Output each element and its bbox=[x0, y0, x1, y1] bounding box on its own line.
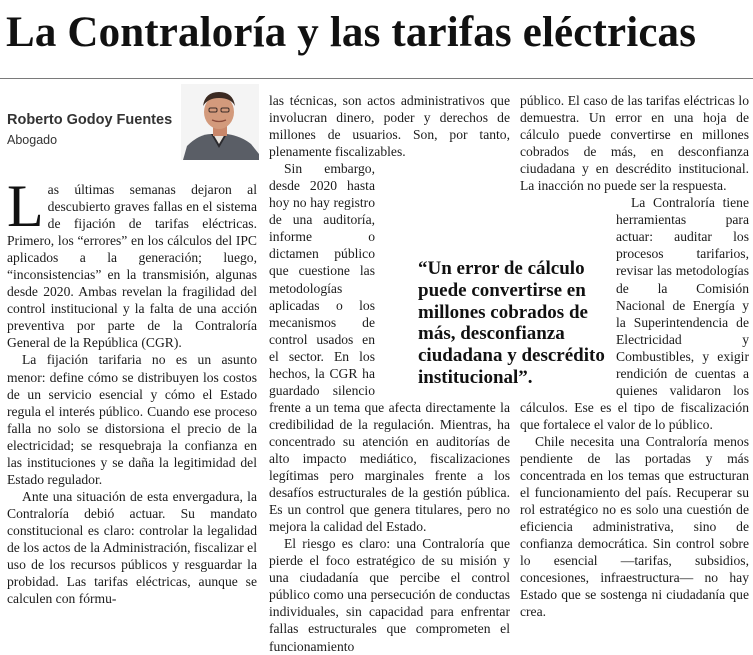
title-divider bbox=[0, 78, 753, 79]
paragraph-text: as últimas semanas dejaron al descubierto graves fallas en el sistema de fijación de tarifas eléctricas. Primero, los “errores” en los cálculos del IPC aplicados a la generación; luego, “inconsistencias” en la transmisión, algunas desde 2020. Ambas revelan la fragilidad del control institucional y la falta de una acción preventiva por parte de la Contraloría General de la República (CGR). bbox=[7, 182, 257, 351]
paragraph: público. El caso de las tarifas eléctricas lo demuestra. Un error en una hoja de cálculo puede convertirse en millones cobrados de más, en desconfianza ciudadana y en descrédito institucional. La inacción no puede ser la respuesta. bbox=[520, 93, 749, 194]
paragraph bbox=[7, 173, 257, 351]
paragraph: las técnicas, son actos administrativos que involucran dinero, poder y derechos de millones de usuarios. Son, por tanto, plenamente fiscalizables. bbox=[269, 93, 510, 160]
author-portrait-icon bbox=[181, 84, 259, 160]
paragraph: Ante una situación de esta envergadura, la Contraloría debió actuar. Su mandato constitucional es claro: controlar la legalidad de los actos de la Administración, fiscalizar el uso de los recursos públicos y resguardar la probidad. Las tarifas eléctricas, aunque se calculen con fórmu- bbox=[7, 488, 257, 607]
author-photo bbox=[181, 84, 259, 160]
paragraph-text: Sin embargo, desde 2020 hasta hoy no hay registro de una auditoría, informe o dictamen público que cuestione las metodologías aplicadas o los mecanismos de control usados en el sector. En los hechos, la CGR ha guardado silencio frente a un tema que afecta directamente la credibilidad de la regulación. Mientras, ha concentrado su atención en auditorías de alto impacto mediático, fiscalizaciones legítimas pero marginales frente a los desafíos estructurales de la gestión pública. Es un control que genera titulares, pero no mejora la calidad del Estado. bbox=[269, 161, 510, 535]
drop-cap: L bbox=[7, 173, 44, 239]
paragraph: Chile necesita una Contraloría menos pendiente de las portadas y más concentrada en los temas que estructuran el funcionamiento del país. Recuperar su rol estratégico no es solo una cuestión de eficiencia administrativa, sino de confianza democrática. Sin control sobre lo esencial —tarifas, subsidios, concesiones, infraestructura— no hay Estado que se sostenga ni ciudadanía que crea. bbox=[520, 433, 749, 620]
column-1 bbox=[7, 173, 257, 607]
author-role: Abogado bbox=[7, 133, 58, 147]
paragraph: El riesgo es claro: una Contraloría que pierde el foco estratégico de su misión y una ciudadanía que percibe el control público como una persecución de conductas individuales, sin capacidad para enfrentar fallas estructurales que comprometen el funcionamiento bbox=[269, 536, 510, 654]
author-name: Roberto Godoy Fuentes bbox=[7, 112, 173, 128]
paragraph-text: La Contraloría tiene herramientas para actuar: auditar los procesos tarifarios, revisar las metodologías de la Comisión Nacional de Energía y la Superintendencia de Electricidad y Combustibles, y exigir rendición de cuentas a quienes validaron los cálculos. Ese es el tipo de fiscalización que fortalece el valor de lo público. bbox=[520, 195, 749, 432]
paragraph: La fijación tarifaria no es un asunto menor: define cómo se distribuyen los costos de un servicio esencial y cómo el Estado regula el interés público. Cuando ese proceso falla no solo se distorsiona el precio de la electricidad; se resquebraja la confianza en las instituciones y se daña la legitimidad del Estado regulador. bbox=[7, 352, 257, 487]
article-title: La Contraloría y las tarifas eléctricas bbox=[6, 9, 697, 56]
pull-quote: “Un error de cálculo puede convertirse en millones cobrados de más, desconfianza ciudadana y descrédito institucional”. bbox=[418, 258, 613, 389]
